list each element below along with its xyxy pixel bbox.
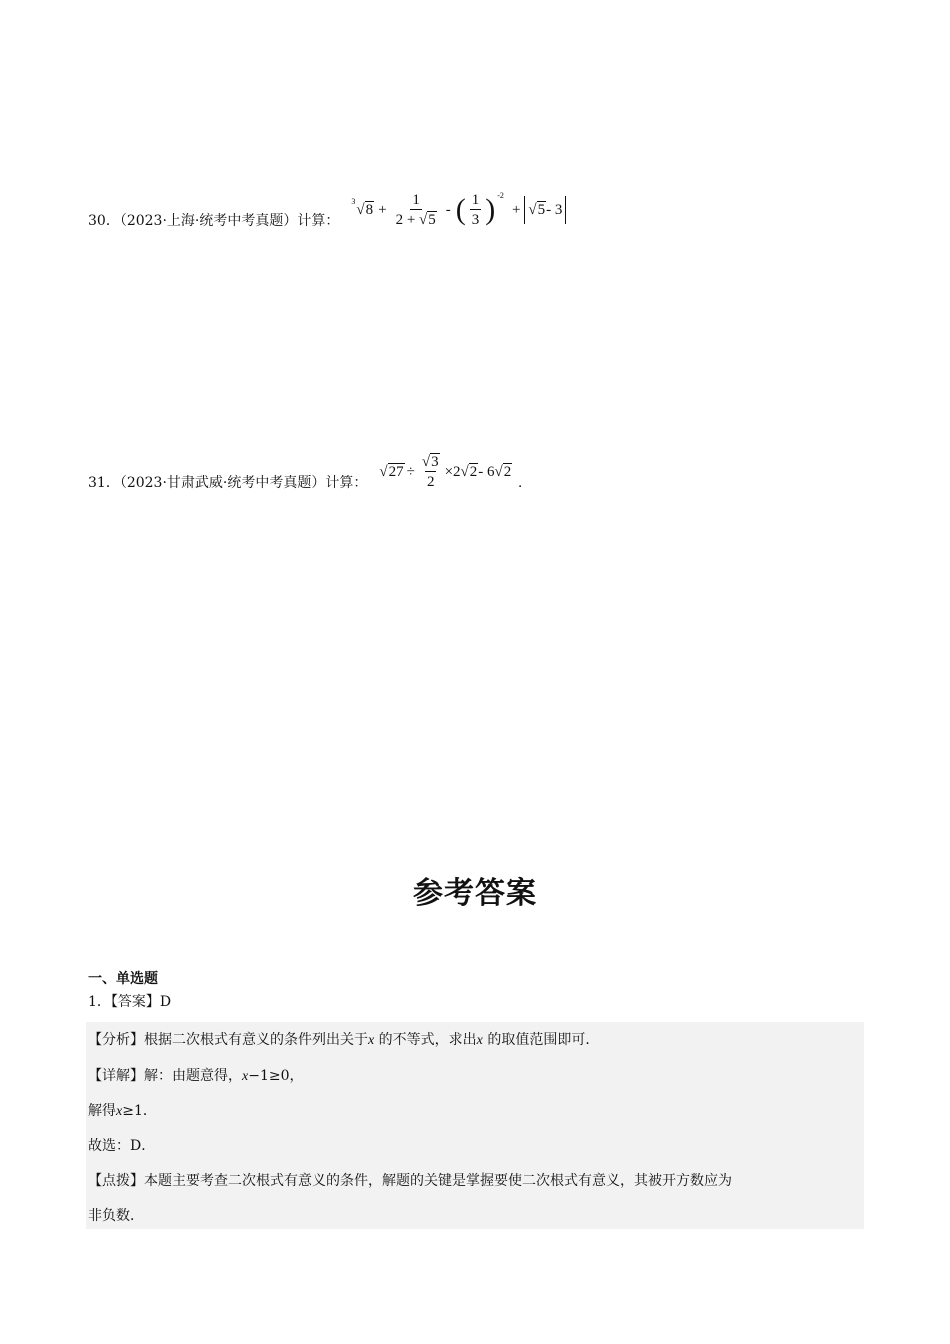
- absolute-value: √ 5 - 3: [524, 196, 566, 224]
- q30-formula: 3 √ 8 + $\frac{1}{2 + √5}$ - ( $\frac{1}{3}$ ) -2 + √ 5 - 3: [351, 191, 566, 230]
- abs-text: - 3: [546, 201, 563, 218]
- radicand: 5: [537, 202, 546, 218]
- fraction: [470, 191, 482, 230]
- question-30: [88, 190, 339, 230]
- variable: x: [116, 1104, 123, 1119]
- fraction: [420, 453, 442, 492]
- radicand: 3: [431, 453, 439, 470]
- radicand: 5: [428, 211, 436, 228]
- radicand: 8: [365, 202, 374, 218]
- variable: x: [368, 1033, 375, 1048]
- answers-title: 参考答案: [413, 876, 537, 911]
- variable: x: [242, 1069, 249, 1084]
- numerator: 1: [412, 191, 420, 208]
- answer-1-label: 1．【答案】D: [88, 994, 172, 1010]
- section-heading: 一、单选题: [88, 971, 158, 987]
- operator: +: [378, 201, 387, 218]
- denominator: 2 + √5: [395, 211, 436, 228]
- period: .: [518, 474, 522, 491]
- question-31: [88, 452, 367, 492]
- radicand: 2: [469, 464, 478, 480]
- text: 解得: [88, 1103, 116, 1119]
- text: −1≥0，: [248, 1068, 304, 1084]
- answer-1-explanation: [86, 1022, 864, 1229]
- question-30-row: [88, 190, 566, 230]
- text: 【详解】解：由题意得，: [88, 1068, 242, 1084]
- question-source: （2023·上海·统考中考真题）计算：: [119, 213, 340, 229]
- tip-line-2: 非负数．: [88, 1208, 144, 1224]
- radicand: 2: [503, 464, 512, 480]
- denominator: 2: [425, 471, 437, 492]
- text: 【分析】根据二次根式有意义的条件列出关于: [88, 1032, 368, 1048]
- exponent: -2: [497, 190, 504, 200]
- operator: - 6: [478, 463, 495, 480]
- den-text: 2 +: [395, 211, 420, 228]
- solve-line: [88, 1100, 157, 1120]
- operator: +: [511, 201, 521, 218]
- text: ≥1．: [122, 1103, 157, 1119]
- choose-line: 故选：D．: [88, 1138, 156, 1154]
- paren: ): [485, 193, 496, 226]
- question-source: （2023·甘肃武威·统考中考真题）计算：: [119, 475, 368, 491]
- operator: -: [445, 201, 451, 218]
- paren: (: [455, 193, 466, 226]
- numerator: 1: [471, 191, 480, 208]
- fraction: [394, 191, 439, 230]
- text: 的取值范围即可．: [487, 1032, 600, 1048]
- root-index: 3: [351, 196, 356, 206]
- operator: ÷: [406, 463, 415, 480]
- question-31-row: [88, 452, 522, 492]
- operator: ×2: [444, 463, 461, 480]
- denominator: 3: [471, 211, 480, 228]
- q31-formula: √ 27 ÷ $\frac{√3}{2}$ ×2 √ 2 - 6 √ 2 .: [379, 453, 522, 491]
- tip-line: 【点拨】本题主要考查二次根式有意义的条件，解题的关键是掌握要使二次根式有意义，其被开方数应为: [88, 1173, 732, 1189]
- text: 的不等式，求出: [378, 1032, 477, 1048]
- question-number: 31．: [88, 475, 120, 491]
- detail-line: [88, 1065, 304, 1085]
- analysis-line: [88, 1029, 599, 1049]
- variable: x: [476, 1033, 483, 1048]
- numerator: √3: [421, 453, 439, 470]
- question-number: 30．: [88, 213, 120, 229]
- radicand: 27: [388, 464, 404, 480]
